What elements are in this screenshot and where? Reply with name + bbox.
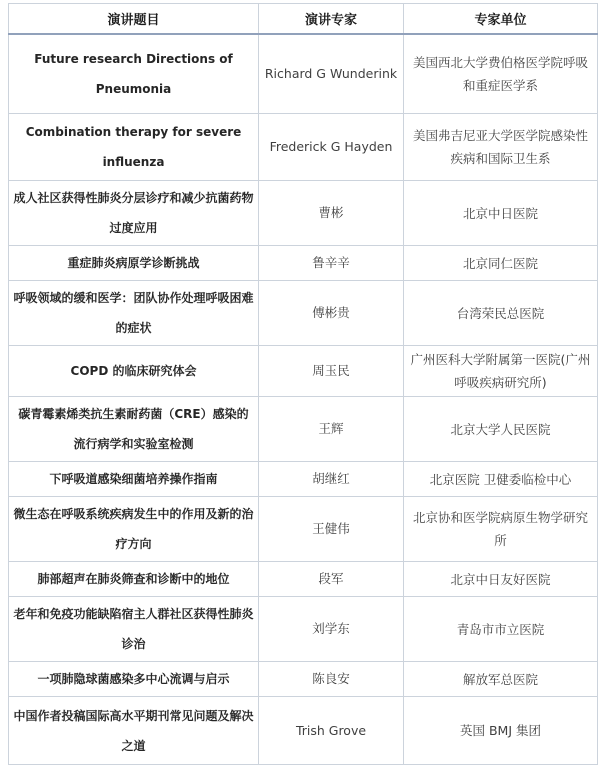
affiliation-cell: 北京协和医学院病原生物学研究所 — [404, 497, 598, 562]
col-header-speaker: 演讲专家 — [259, 4, 404, 34]
title-cell: 下呼吸道感染细菌培养操作指南 — [9, 462, 259, 497]
table-row — [9, 281, 598, 346]
affiliation-cell: 英国 BMJ 集团 — [404, 697, 598, 765]
speaker-cell: Frederick G Hayden — [259, 114, 404, 181]
title-cell: 成人社区获得性肺炎分层诊疗和减少抗菌药物过度应用 — [9, 181, 259, 246]
affiliation-cell: 北京同仁医院 — [404, 246, 598, 281]
affiliation-cell: 北京中日医院 — [404, 181, 598, 246]
table-row — [9, 462, 598, 497]
title-cell: 碳青霉素烯类抗生素耐药菌（CRE）感染的流行病学和实验室检测 — [9, 397, 259, 462]
table-row — [9, 562, 598, 597]
speaker-cell: 周玉民 — [259, 346, 404, 397]
table-row — [9, 114, 598, 181]
table-row — [9, 397, 598, 462]
table-row — [9, 662, 598, 697]
speaker-cell: 刘学东 — [259, 597, 404, 662]
affiliation-cell: 北京大学人民医院 — [404, 397, 598, 462]
affiliation-cell: 青岛市市立医院 — [404, 597, 598, 662]
col-header-affiliation: 专家单位 — [404, 4, 598, 34]
title-cell: 中国作者投稿国际高水平期刊常见问题及解决之道 — [9, 697, 259, 765]
title-cell: 微生态在呼吸系统疾病发生中的作用及新的治疗方向 — [9, 497, 259, 562]
affiliation-cell: 美国西北大学费伯格医学院呼吸和重症医学系 — [404, 34, 598, 114]
speaker-cell: Richard G Wunderink — [259, 34, 404, 114]
title-cell: 肺部超声在肺炎筛查和诊断中的地位 — [9, 562, 259, 597]
table-row — [9, 246, 598, 281]
affiliation-cell: 北京医院 卫健委临检中心 — [404, 462, 598, 497]
title-cell: 老年和免疫功能缺陷宿主人群社区获得性肺炎诊治 — [9, 597, 259, 662]
speaker-cell: 鲁辛辛 — [259, 246, 404, 281]
table-row — [9, 34, 598, 114]
title-cell: Future research Directions of Pneumonia — [9, 34, 259, 114]
affiliation-cell: 广州医科大学附属第一医院(广州呼吸疾病研究所) — [404, 346, 598, 397]
speaker-cell: 胡继红 — [259, 462, 404, 497]
table-header-row — [9, 4, 598, 34]
title-cell: Combination therapy for severe influenza — [9, 114, 259, 181]
table-row — [9, 181, 598, 246]
speaker-cell: 王辉 — [259, 397, 404, 462]
speaker-cell: 王健伟 — [259, 497, 404, 562]
title-cell: COPD 的临床研究体会 — [9, 346, 259, 397]
table-row — [9, 497, 598, 562]
table-row — [9, 697, 598, 765]
table-row — [9, 597, 598, 662]
session-table — [8, 3, 598, 765]
table-row — [9, 346, 598, 397]
title-cell: 呼吸领域的缓和医学：团队协作处理呼吸困难的症状 — [9, 281, 259, 346]
affiliation-cell: 美国弗吉尼亚大学医学院感染性疾病和国际卫生系 — [404, 114, 598, 181]
speaker-cell: 傅彬贵 — [259, 281, 404, 346]
speaker-cell: 曹彬 — [259, 181, 404, 246]
speaker-cell: 陈良安 — [259, 662, 404, 697]
title-cell: 一项肺隐球菌感染多中心流调与启示 — [9, 662, 259, 697]
title-cell: 重症肺炎病原学诊断挑战 — [9, 246, 259, 281]
affiliation-cell: 解放军总医院 — [404, 662, 598, 697]
table-body — [9, 34, 598, 765]
col-header-title: 演讲题目 — [9, 4, 259, 34]
affiliation-cell: 北京中日友好医院 — [404, 562, 598, 597]
speaker-cell: 段军 — [259, 562, 404, 597]
speaker-cell: Trish Grove — [259, 697, 404, 765]
affiliation-cell: 台湾荣民总医院 — [404, 281, 598, 346]
